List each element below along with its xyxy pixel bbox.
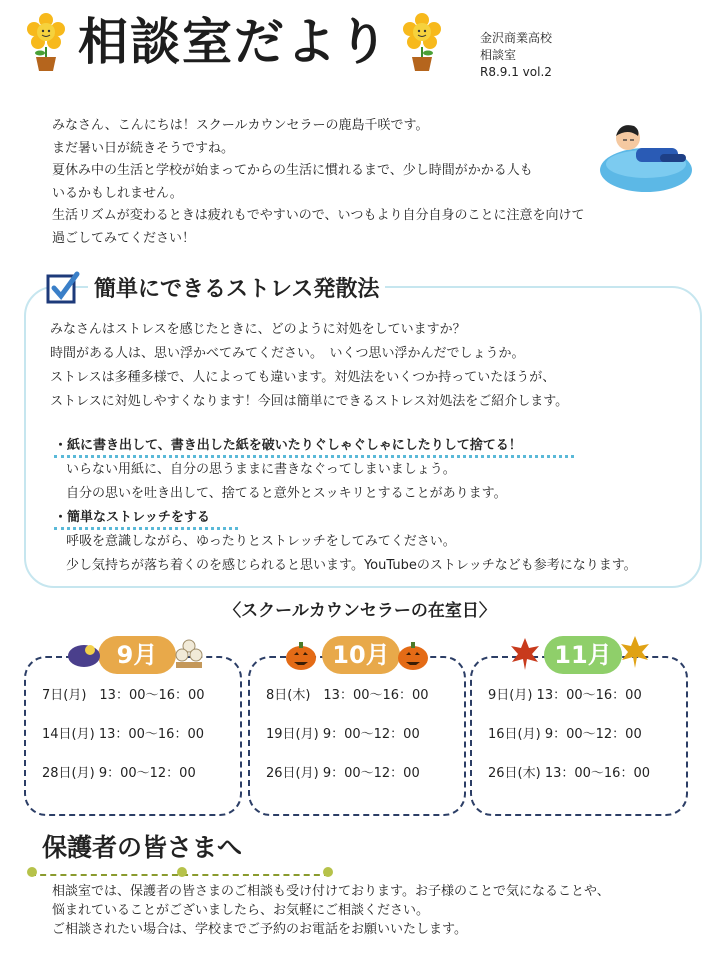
tip-heading: ・紙に書き出して、書き出した紙を破いたりぐしゃぐしゃにしたりして捨てる！ (54, 438, 522, 453)
tip-heading: ・簡単なストレッチをする (54, 510, 210, 525)
stress-paragraph (50, 318, 700, 414)
schedule-list-november (488, 686, 650, 803)
stress-line: ストレスは多種多様で、人によっても違います。対処法をいくつか持っていたほうが、 (50, 370, 556, 385)
schedule-row: 14日(月) 13：00～16：00 (42, 727, 204, 742)
intro-line: 生活リズムが変わるときは疲れもでやすいので、いつもより自分自身のことに注意を向けて (52, 208, 585, 223)
parents-line: 相談室では、保護者の皆さまのご相談も受け付けております。お子様のことで気になることや、 (52, 884, 610, 899)
intro-line: みなさん、こんにちは！スクールカウンセラーの鹿島千咲です。 (52, 118, 429, 133)
schedule-row: 19日(月) 9：00～12：00 (266, 727, 420, 742)
checkbox-icon (46, 270, 80, 304)
schedule-list-october (266, 686, 429, 803)
schedule-row: 9日(月) 13：00～16：00 (488, 688, 642, 703)
tip-item (54, 434, 704, 458)
intro-line: 過ごしてみてください！ (52, 230, 196, 246)
dango-icon (172, 638, 206, 670)
stress-line: ストレスに対処しやすくなります！今回は簡単にできるストレス対処法をご紹介します。 (50, 394, 569, 409)
intro-paragraph (52, 115, 612, 250)
intro-line: まだ暑い日が続きそうですね。 (52, 140, 235, 156)
schedule-row: 26日(木) 13：00～16：00 (488, 766, 650, 781)
tip-body-line: 呼吸を意識しながら、ゆったりとストレッチをしてみてください。 (66, 534, 456, 549)
tip-body-line: いらない用紙に、自分の思うままに書きなぐってしまいましょう。 (66, 462, 456, 477)
issue-date: R8.9.1 vol.2 (480, 65, 552, 79)
bullet-dot-icon (322, 866, 334, 878)
tip-body-line: 少し気持ちが落ち着くのを感じられると思います。YouTubeのストレッチなども参考になります。 (66, 558, 637, 573)
moon-icon (66, 640, 102, 670)
stress-line: みなさんはストレスを感じたときに、どのように対処をしていますか？ (50, 322, 466, 337)
schedule-row: 8日(木) 13：00～16：00 (266, 688, 429, 703)
pumpkin-icon (284, 640, 318, 672)
room-name: 相談室 (480, 48, 517, 62)
schedule-row: 26日(月) 9：00～12：00 (266, 766, 420, 781)
stress-tips (54, 434, 704, 578)
pumpkin-icon (396, 640, 430, 672)
schedule-title: 〈スクールカウンセラーの在室日〉 (224, 601, 496, 621)
flower-icon (26, 12, 66, 72)
bullet-dot-icon (26, 866, 38, 878)
schedule-row: 28日(月) 9：00～12：00 (42, 766, 196, 781)
stress-heading: 簡単にできるストレス発散法 (88, 274, 385, 306)
schedule-row: 16日(月) 9：00～12：00 (488, 727, 642, 742)
parents-paragraph (52, 882, 702, 939)
relaxing-person-icon (598, 118, 694, 194)
month-badge-november: 11月 (544, 636, 622, 674)
autumn-leaf-icon (618, 634, 652, 670)
tip-body-line: 自分の思いを吐き出して、捨てると意外とスッキリとすることがあります。 (66, 486, 507, 501)
parents-line: ご相談されたい場合は、学校までご予約のお電話をお願いいたします。 (52, 922, 467, 937)
flower-icon (402, 12, 442, 72)
page-title: 相談室だより (78, 13, 390, 71)
intro-line: いるかもしれません。 (52, 185, 183, 201)
month-badge-october: 10月 (322, 636, 400, 674)
parents-heading: 保護者の皆さまへ (42, 833, 243, 862)
parents-line: 悩まれていることがございましたら、お気軽にご相談ください。 (52, 903, 430, 918)
school-info (480, 30, 552, 81)
school-name: 金沢商業高校 (480, 31, 553, 45)
bullet-dot-icon (176, 866, 188, 878)
tip-item (54, 506, 704, 530)
schedule-row: 7日(月) 13：00～16：00 (42, 688, 205, 703)
month-badge-september: 9月 (98, 636, 176, 674)
stress-line: 時間がある人は、思い浮かべてみてください。 いくつ思い浮かんだでしょうか。 (50, 346, 525, 361)
intro-line: 夏休み中の生活と学校が始まってからの生活に慣れるまで、少し時間がかかる人も (52, 163, 533, 178)
autumn-leaf-icon (508, 636, 542, 672)
schedule-list-september (42, 686, 205, 803)
